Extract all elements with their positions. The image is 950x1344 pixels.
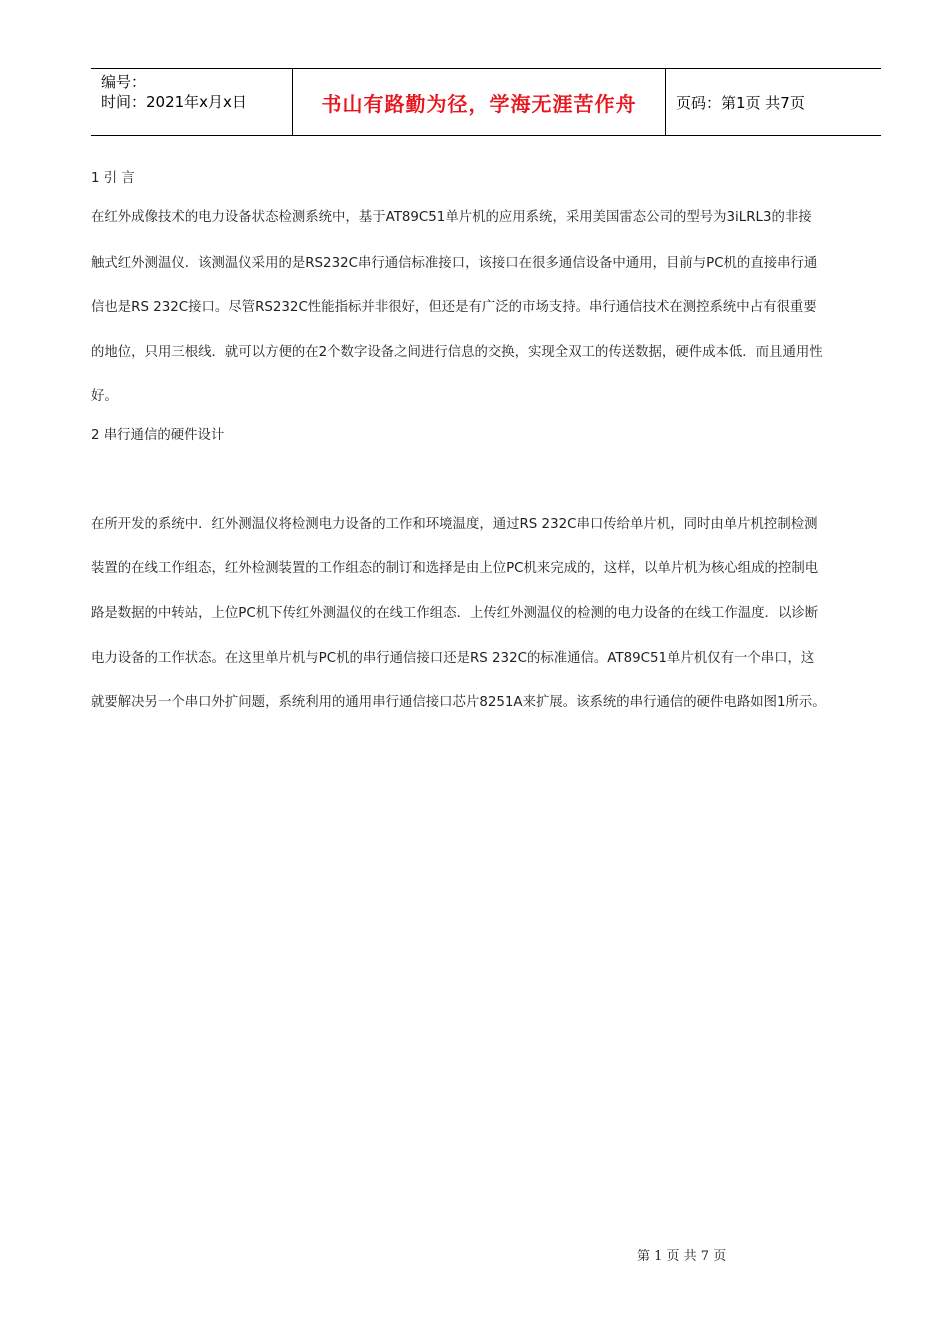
paragraph-line: 路是数据的中转站，上位PC机下传红外测温仪的在线工作组态．上传红外测温仪的检测的电力设备的在线工作温度．以诊断 xyxy=(91,606,819,621)
document-number-label: 编号： xyxy=(101,73,147,91)
header-meta-cell xyxy=(91,69,293,135)
document-header xyxy=(91,68,881,136)
header-motto: 书山有路勤为径，学海无涯苦作舟 xyxy=(321,91,637,116)
header-motto-cell xyxy=(293,69,666,135)
paragraph-line: 的地位，只用三根线．就可以方便的在2个数字设备之间进行信息的交换，实现全双工的传送数据，硬件成本低．而且通用性 xyxy=(91,345,823,360)
header-page-number: 页码：第1页 共7页 xyxy=(676,93,805,112)
paragraph-line: 触式红外测温仪．该测温仪采用的是RS232C串行通信标准接口，该接口在很多通信设备中通用，目前与PC机的直接串行通 xyxy=(91,256,818,271)
paragraph-line: 电力设备的工作状态。在这里单片机与PC机的串行通信接口还是RS 232C的标准通信。AT89C51单片机仅有一个串口，这 xyxy=(91,651,815,666)
paragraph-line: 好。 xyxy=(91,389,118,404)
paragraph-line: 信也是RS 232C接口。尽管RS232C性能指标并非很好，但还是有广泛的市场支持。串行通信技术在测控系统中占有很重要 xyxy=(91,300,817,315)
paragraph-line: 在所开发的系统中．红外测温仪将检测电力设备的工作和环境温度，通过RS 232C串口传给单片机，同时由单片机控制检测 xyxy=(91,517,818,532)
footer-page-number: 第 1 页 共 7 页 xyxy=(637,1249,727,1264)
paragraph-line: 在红外成像技术的电力设备状态检测系统中，基于AT89C51单片机的应用系统，采用美国雷态公司的型号为3iLRL3的非接 xyxy=(91,210,812,225)
paragraph-line: 就要解决另一个串口外扩问题，系统利用的通用串行通信接口芯片8251A来扩展。该系统的串行通信的硬件电路如图1所示。 xyxy=(91,695,826,710)
header-page-cell xyxy=(666,69,881,135)
document-time-label: 时间：2021年x月x日 xyxy=(101,93,247,111)
section-heading-introduction: 1 引 言 xyxy=(91,171,135,186)
paragraph-line: 装置的在线工作组态，红外检测装置的工作组态的制订和选择是由上位PC机来完成的，这样，以单片机为核心组成的控制电 xyxy=(91,561,819,576)
section-heading-hardware-design: 2 串行通信的硬件设计 xyxy=(91,428,225,443)
